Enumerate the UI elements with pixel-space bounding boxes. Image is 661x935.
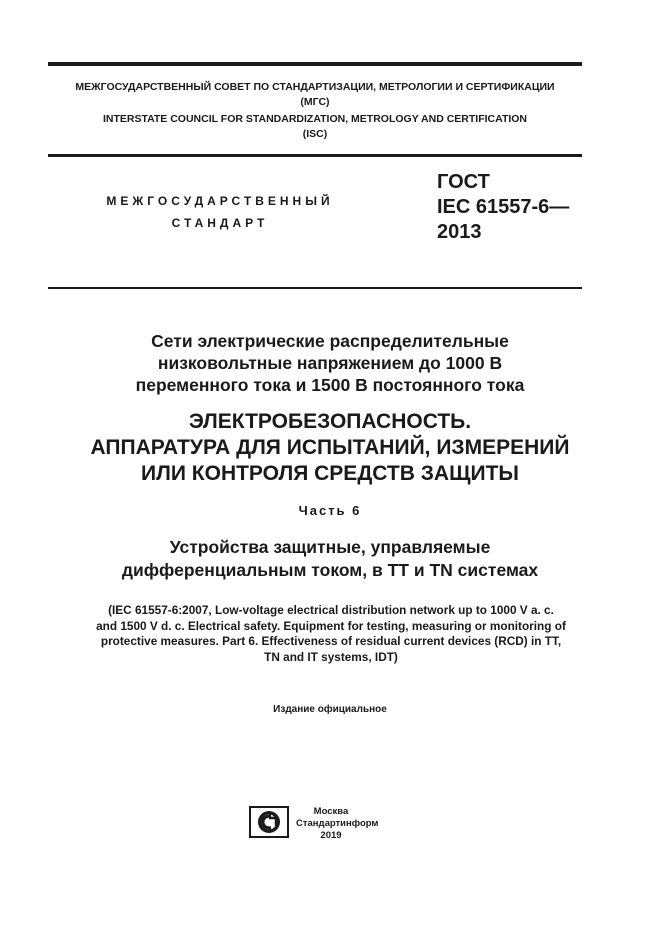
part-number: Часть 6	[298, 503, 362, 518]
top-rule	[48, 62, 582, 66]
middle-rule	[48, 154, 582, 157]
main-title-line1: ЭЛЕКТРОБЕЗОПАСНОСТЬ.	[188, 410, 472, 433]
publisher-info	[296, 806, 379, 842]
publisher-name: Стандартинформ	[296, 818, 379, 829]
publisher-year: 2019	[320, 830, 342, 841]
document-title-part	[40, 536, 620, 582]
part-title-line2: дифференциальным током, в TT и TN системах	[121, 560, 539, 580]
council-en-line1: INTERSTATE COUNCIL FOR STANDARDIZATION, METROLOGY AND CERTIFICATION	[102, 113, 528, 125]
document-title-main	[40, 409, 620, 487]
title-line3: переменного тока и 1500 В постоянного тока	[135, 375, 525, 395]
council-ru-line1: МЕЖГОСУДАРСТВЕННЫЙ СОВЕТ ПО СТАНДАРТИЗАЦИИ, МЕТРОЛОГИИ И СЕРТИФИКАЦИИ	[75, 81, 555, 93]
gost-designation	[437, 170, 569, 245]
iec-reference	[48, 603, 614, 665]
standard-label-line2: СТАНДАРТ	[171, 216, 269, 230]
document-title-general	[40, 330, 620, 396]
standard-label-line1: МЕЖГОСУДАРСТВЕННЫЙ	[106, 194, 334, 208]
iec-line2: and 1500 V d. c. Electrical safety. Equipment for testing, measuring or monitoring of	[96, 618, 566, 633]
council-ru-line2: (МГС)	[300, 96, 330, 108]
gost-line2: IEC 61557-6—	[437, 196, 570, 218]
iec-line3: protective measures. Part 6. Effectiveness of residual current devices (RCD) in TT,	[100, 634, 562, 648]
edition-note: Издание официальное	[273, 704, 387, 715]
council-name-en	[48, 112, 582, 142]
iec-line4: TN and IT systems, IDT)	[264, 649, 398, 664]
publisher-city: Москва	[313, 806, 349, 817]
title-line2: низковольтные напряжением до 1000 В	[157, 353, 503, 373]
bottom-rule	[48, 287, 582, 289]
standard-label	[60, 190, 380, 234]
iec-line1: (IEC 61557-6:2007, Low-voltage electrical distribution network up to 1000 V a. c.	[108, 603, 554, 617]
part-title-line1: Устройства защитные, управляемые	[169, 537, 491, 557]
standartinform-logo-icon	[249, 806, 289, 838]
title-line1: Сети электрические распределительные	[151, 331, 509, 351]
gost-line3: 2013	[437, 221, 482, 243]
council-en-line2: (ISC)	[302, 128, 328, 140]
council-name-ru	[48, 80, 582, 110]
gost-line1: ГОСТ	[437, 171, 490, 193]
main-title-line3: ИЛИ КОНТРОЛЯ СРЕДСТВ ЗАЩИТЫ	[141, 462, 519, 485]
main-title-line2: АППАРАТУРА ДЛЯ ИСПЫТАНИЙ, ИЗМЕРЕНИЙ	[90, 436, 570, 459]
